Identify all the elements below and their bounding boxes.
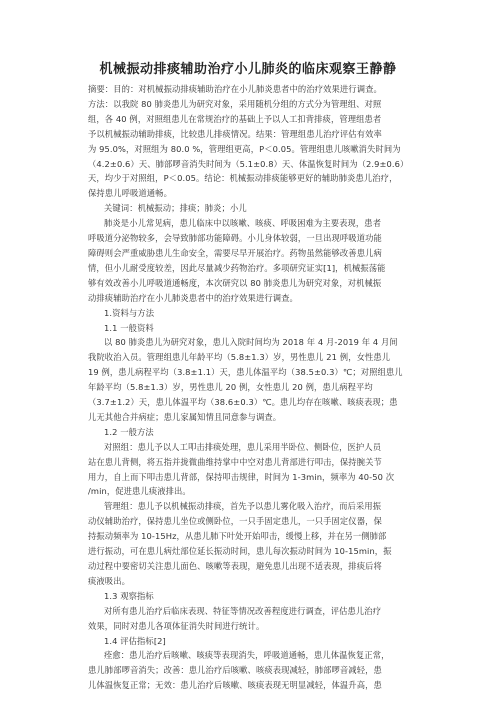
subsection-heading: 1.4 评估指标[2] xyxy=(104,635,166,646)
body-line: 站在患儿背侧，将五指并拢微曲维持掌中中空对患儿背部进行叩击，保持腕关节 xyxy=(88,456,382,467)
abstract-line: 方法：以我院 80 肺炎患儿为研究对象，采用随机分组的方式分为管理组、对照 xyxy=(88,98,382,109)
paper-title: 机械振动排痰辅助治疗小儿肺炎的临床观察王静静 xyxy=(99,62,397,77)
body-line: 够有效改善小儿呼吸道通畅度，本次研究以 80 肺炎患儿为研究对象，对机械振 xyxy=(88,277,382,288)
abstract-line: 组，各 40 例，对照组患儿在常规治疗的基础上予以人工扣背排痰，管理组患者 xyxy=(88,113,382,124)
body-line: 19 例，患儿病程平均（3.8±1.1）天，患儿体温平均（38.5±0.3）℃；对照组患儿 xyxy=(88,367,403,378)
body-line: 用力，自上而下叩击患儿背部，保持叩击规律，时间为 1-3min，频率为 40-50 次 xyxy=(88,471,395,482)
keywords-line: 关键词：机械振动；排痰；肺炎；小儿 xyxy=(104,203,247,214)
abstract-line: 予以机械振动辅助排痰，比较患儿排痰情况。结果：管理组患儿治疗评估有效率 xyxy=(88,128,382,139)
body-line: 持振动频率为 10-15Hz，从患儿肺下叶处开始叩击，缓慢上移，并在另一侧肺部 xyxy=(88,531,387,542)
body-line: 儿体温恢复正常；无效：患儿治疗后咳嗽、咳痰表现无明显减轻，体温升高，患 xyxy=(88,680,382,691)
subsection-heading: 1.3 观察指标 xyxy=(104,590,154,601)
abstract-line: 为 95.0%，对照组为 80.0 %，管理组更高，P＜0.05。管理组患儿咳嗽消失时间为 xyxy=(88,143,401,154)
subsection-heading: 1.2 一般方法 xyxy=(104,426,154,437)
body-line: 患儿肺部啰音消失；改善：患儿治疗后咳嗽、咳痰表现减轻，肺部啰音减轻，患 xyxy=(88,665,382,676)
body-line: 动排痰辅助治疗在小儿肺炎患者中的治疗效果进行调查。 xyxy=(88,292,298,303)
body-line: 以 80 肺炎患儿为研究对象，患儿入院时间均为 2018 年 4 月-2019 年 4 月间 xyxy=(104,337,398,348)
body-line: 年龄平均（5.8±1.3）岁，男性患儿 20 例，女性患儿 20 例，患儿病程平均 xyxy=(88,382,373,393)
body-line: 效果，同时对患儿各项体征消失时间进行统计。 xyxy=(88,620,265,631)
subsection-heading: 1.1 一般资料 xyxy=(104,322,154,333)
body-line: 肺炎是小儿常见病，患儿临床中以咳嗽、咳痰、呼吸困难为主要表现，患者 xyxy=(104,218,382,229)
section-heading: 1.资料与方法 xyxy=(104,307,155,318)
abstract-line: 保持患儿呼吸道通畅。 xyxy=(88,188,172,199)
abstract-line: （4.2±0.6）天、肺部啰音消失时间为（5.1±0.8）天、体温恢复时间为（2.9±0.6） xyxy=(88,158,409,169)
body-line: 障碍则会严重威胁患儿生命安全，需要尽早开展治疗。药物虽然能够改善患儿病 xyxy=(88,247,382,258)
body-line: 情，但小儿耐受度较差，因此尽量减少药物治疗。多项研究证实[1]，机械振荡能 xyxy=(88,262,386,273)
body-line: 痰液吸出。 xyxy=(88,575,130,586)
body-line: 进行振动，可在患儿病灶部位延长振动时间，患儿每次振动时间为 10-15min，振 xyxy=(88,546,392,557)
body-line: 对所有患儿治疗后临床表现、特征等情况改善程度进行调查，评估患儿治疗 xyxy=(104,605,382,616)
body-line: 我院收治入员。管理组患儿年龄平均（5.8±1.3）岁，男性患儿 21 例，女性患儿 xyxy=(88,352,391,363)
body-line: 痊愈：患儿治疗后咳嗽、咳痰等表现消失，呼吸道通畅，患儿体温恢复正常， xyxy=(104,650,390,661)
body-line: （3.7±1.2）天，患儿体温平均（38.6±0.3）℃。患儿均存在咳嗽、咳痰表现；患 xyxy=(88,397,398,408)
body-line: 动仪辅助治疗，保持患儿坐位或侧卧位，一只手固定患儿，一只手固定仪器，保 xyxy=(88,516,382,527)
body-line: 动过程中要密切关注患儿面色、咳嗽等表现，避免患儿出现不适表现，排痰后将 xyxy=(88,561,382,571)
body-line: 呼吸道分泌物较多，会导致肺部功能障碍。小儿身体较弱，一旦出现呼吸道功能 xyxy=(88,233,382,244)
body-line: 儿无其他合并病症；患儿家属知情且同意参与调查。 xyxy=(88,411,282,422)
body-line: /min，促进患儿痰液排出。 xyxy=(88,486,191,497)
abstract-line: 天，均少于对照组，P＜0.05。结论：机械振动排痰能够更好的辅助肺炎患儿治疗， xyxy=(88,173,398,184)
abstract-line: 摘要：目的：对机械振动排痰辅助治疗在小儿肺炎患者中的治疗效果进行调查。 xyxy=(88,84,382,94)
body-line: 管理组：患儿予以机械振动排痰，首先予以患儿雾化吸入治疗，而后采用振 xyxy=(104,501,382,512)
paper-body xyxy=(88,82,418,693)
body-line: 对照组：患儿予以人工叩击排痰处理，患儿采用半卧位、侧卧位，医护人员 xyxy=(104,441,382,452)
